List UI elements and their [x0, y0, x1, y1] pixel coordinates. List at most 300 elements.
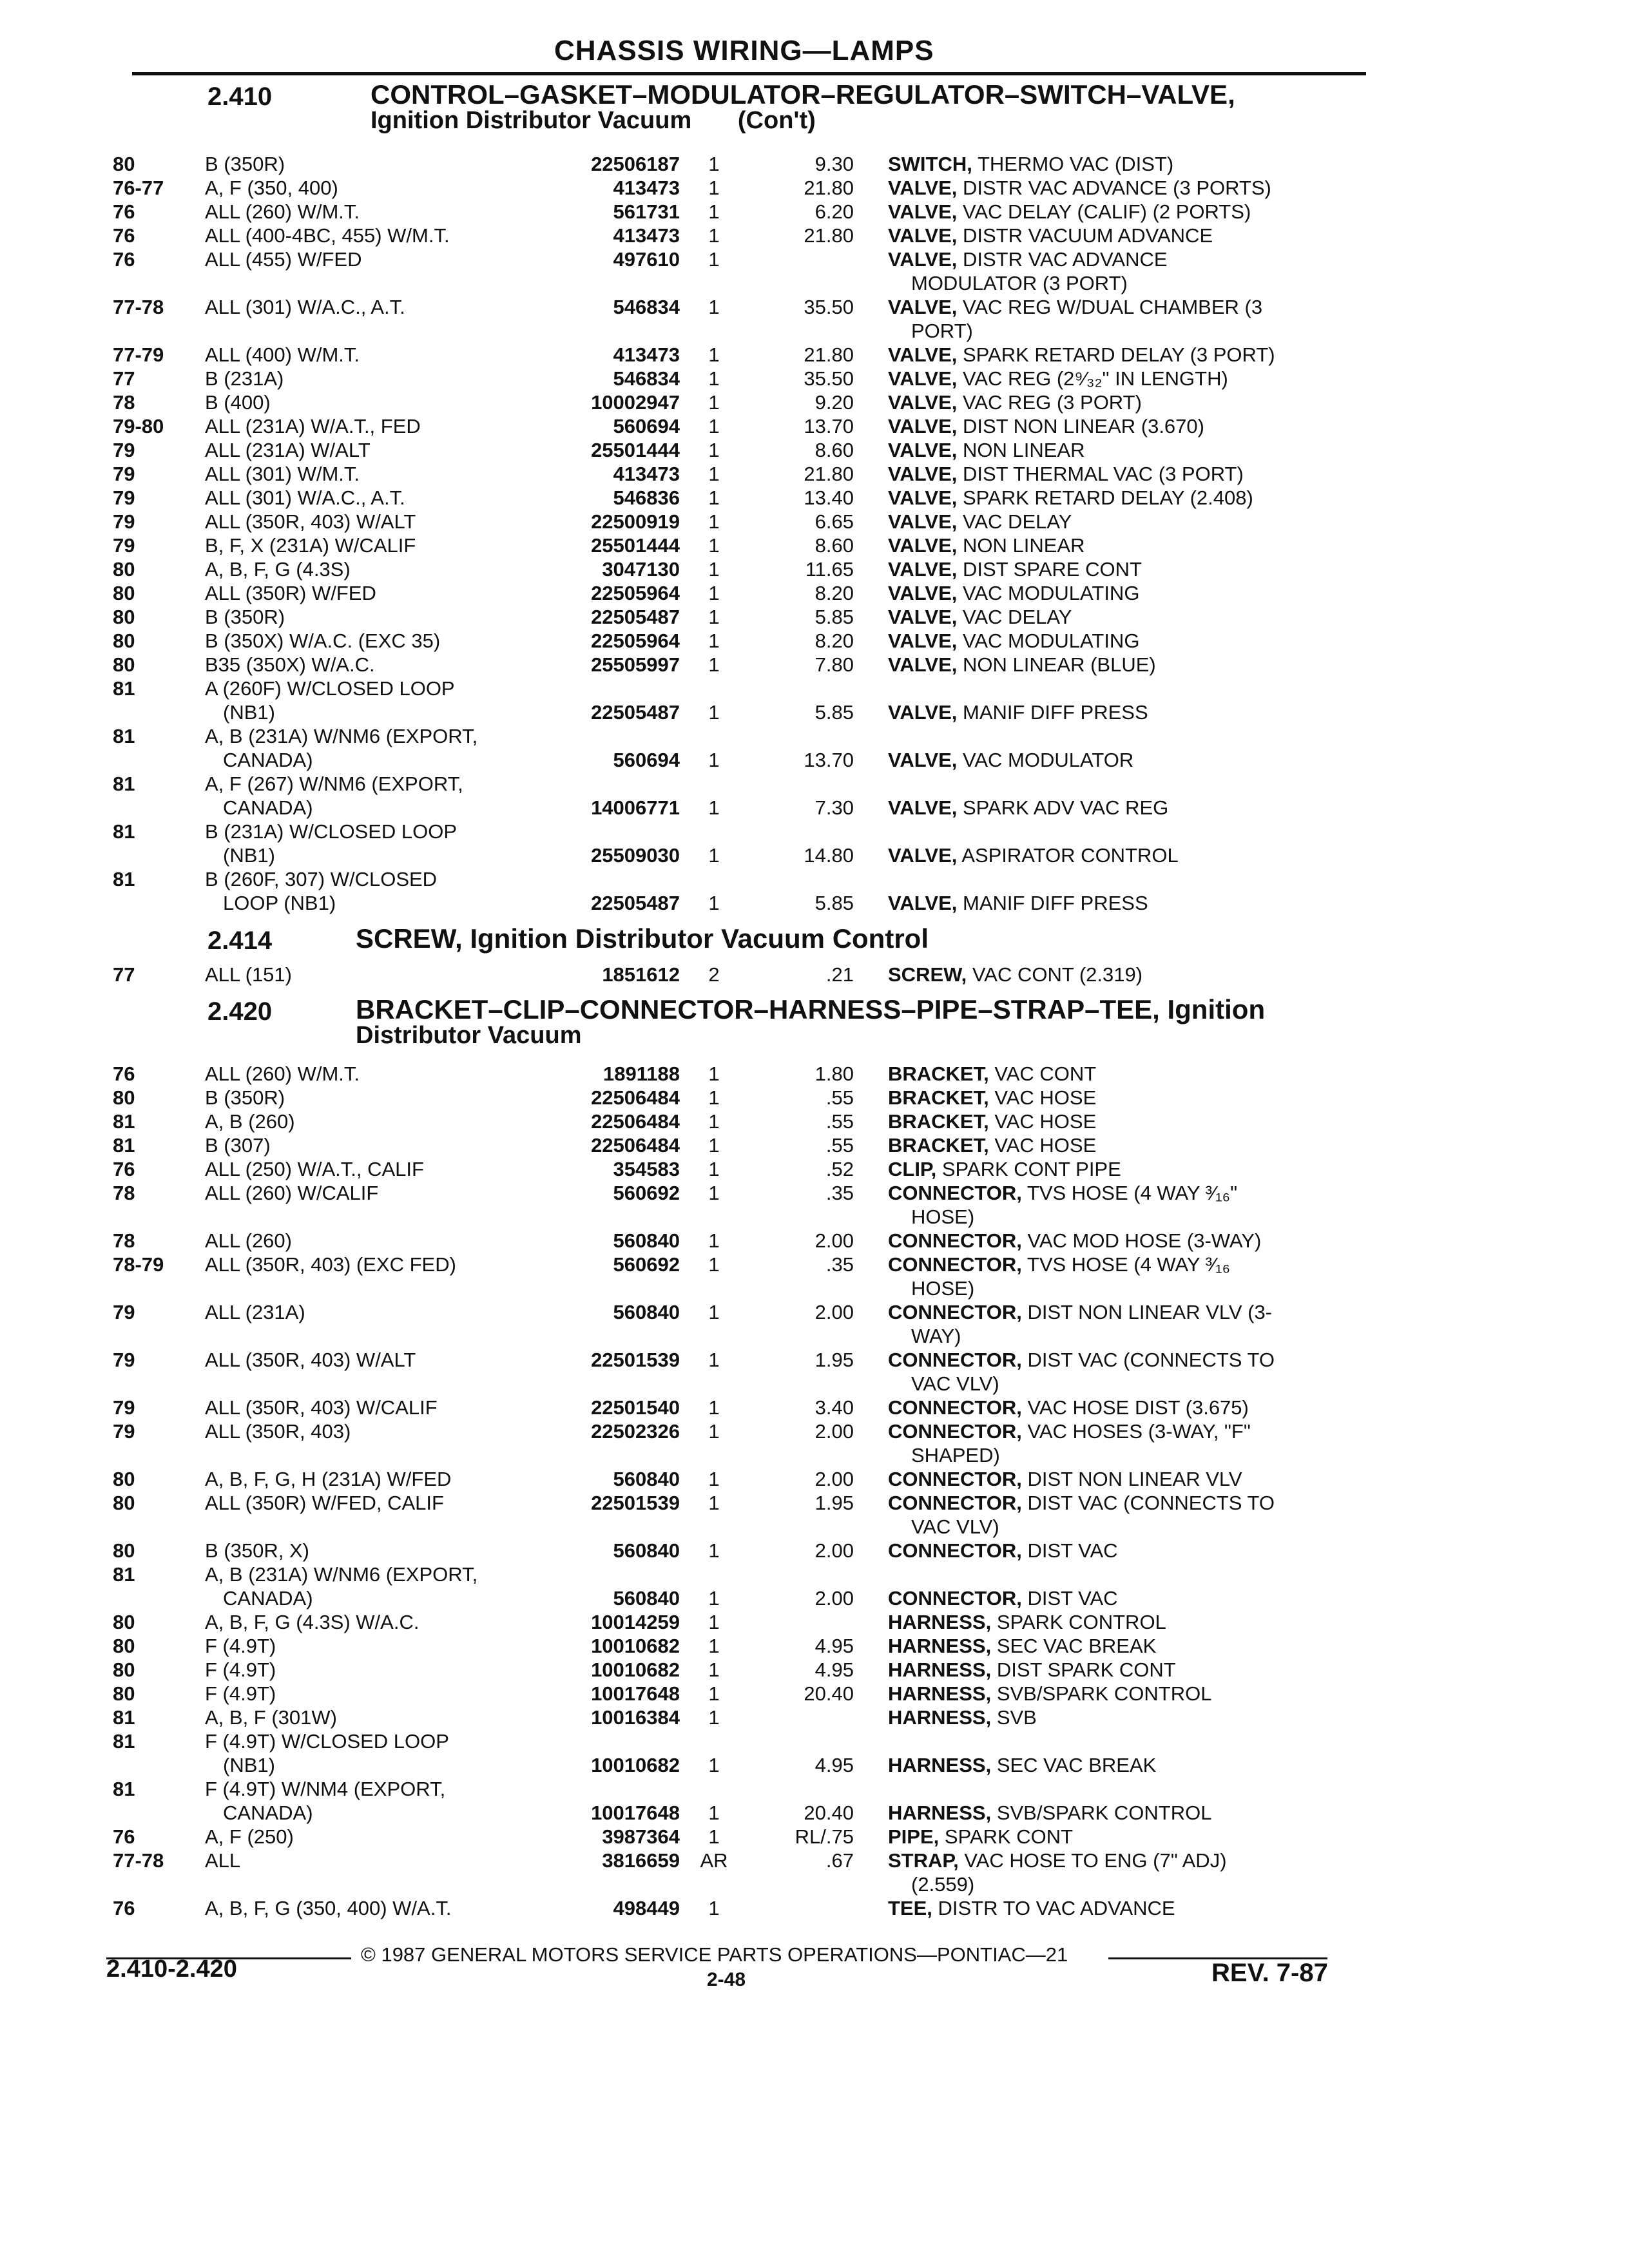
quantity: 1 — [708, 177, 720, 199]
application-text-cont: LOOP (NB1) — [223, 892, 336, 914]
description — [888, 1133, 1365, 1157]
description-line — [888, 1062, 1365, 1086]
table-row — [0, 1849, 1629, 1896]
table-row — [0, 367, 1629, 390]
description — [888, 343, 1365, 367]
part-number: 413473 — [613, 224, 680, 247]
model-year: 80 — [113, 1492, 135, 1514]
model-year: 79 — [113, 463, 135, 485]
application-text: ALL (151) — [205, 963, 292, 986]
description-keyword: HARNESS, — [888, 1635, 992, 1657]
table-row — [0, 1133, 1629, 1157]
section-2410-table — [0, 152, 1629, 915]
application-text: B35 (350X) W/A.C. — [205, 653, 375, 676]
price: .55 — [825, 1134, 854, 1157]
quantity: 1 — [708, 200, 720, 223]
application-text: ALL (260) W/M.T. — [205, 200, 360, 223]
application — [205, 224, 553, 247]
application — [205, 653, 553, 677]
model-year: 77 — [113, 367, 135, 390]
description-keyword: BRACKET, — [888, 1062, 989, 1085]
price: 13.70 — [804, 415, 854, 437]
application — [205, 677, 553, 724]
table-row — [0, 653, 1629, 677]
application — [205, 724, 553, 772]
application — [205, 367, 553, 390]
description-text: DISTR TO VAC ADVANCE — [938, 1897, 1175, 1919]
section-subtitle: Distributor Vacuum — [356, 1022, 582, 1049]
price: 11.65 — [805, 558, 854, 581]
table-row — [0, 581, 1629, 605]
price: 9.30 — [815, 153, 854, 175]
page-title: CHASSIS WIRING—LAMPS — [554, 35, 934, 66]
description-keyword: VALVE, — [888, 486, 958, 509]
model-year: 77-78 — [113, 1849, 164, 1872]
table-row — [0, 820, 1629, 867]
table-row — [0, 200, 1629, 224]
part-number: 22506484 — [591, 1086, 680, 1109]
description-text: SEC VAC BREAK — [996, 1754, 1157, 1776]
description — [888, 176, 1365, 200]
description-line — [888, 653, 1365, 677]
description-text: SPARK CONTROL — [996, 1611, 1166, 1633]
price: RL/.75 — [795, 1825, 854, 1848]
application-text: F (4.9T) — [205, 1658, 276, 1681]
description — [888, 486, 1365, 510]
quantity: 1 — [708, 629, 720, 652]
price: .35 — [825, 1182, 854, 1204]
section-2414-table — [0, 963, 1629, 986]
quantity: 1 — [708, 510, 720, 533]
description — [888, 700, 1365, 724]
application-text: A, B, F (301W) — [205, 1706, 337, 1729]
description-line — [888, 438, 1365, 462]
table-row — [0, 1729, 1629, 1777]
description-line-cont: PORT) — [911, 320, 973, 342]
description-keyword: VALVE, — [888, 224, 958, 247]
price: 8.60 — [815, 534, 854, 557]
application — [205, 1348, 553, 1372]
application — [205, 1419, 553, 1443]
application-text: A, B, F, G (4.3S) — [205, 558, 351, 581]
description-keyword: CONNECTOR, — [888, 1229, 1022, 1252]
part-number: 1851612 — [602, 963, 680, 986]
model-year: 77 — [113, 963, 135, 986]
description — [888, 224, 1365, 247]
model-year: 81 — [113, 1706, 135, 1729]
description — [888, 1586, 1365, 1610]
part-number: 22505964 — [591, 582, 680, 604]
application — [205, 772, 553, 820]
description — [888, 390, 1365, 414]
description-line — [888, 748, 1365, 772]
quantity: 1 — [708, 558, 720, 581]
model-year: 80 — [113, 629, 135, 652]
description-line — [888, 1229, 1365, 1253]
description-keyword: TEE, — [888, 1897, 932, 1919]
table-row — [0, 1562, 1629, 1610]
table-row — [0, 1062, 1629, 1086]
description-text: SVB/SPARK CONTROL — [996, 1682, 1212, 1705]
application — [205, 1562, 553, 1610]
description-line-cont: HOSE) — [911, 1206, 975, 1228]
description-line — [888, 891, 1365, 915]
application — [205, 295, 553, 319]
section-title-text: CONTROL–GASKET–MODULATOR–REGULATOR–SWITCH–VALVE, — [371, 79, 1235, 110]
application — [205, 1825, 553, 1849]
model-year: 76 — [113, 1825, 135, 1848]
description-text: SPARK RETARD DELAY (2.408) — [963, 486, 1253, 509]
price: 21.80 — [804, 343, 854, 366]
description-line — [888, 533, 1365, 557]
description-text: SPARK RETARD DELAY (3 PORT) — [963, 343, 1275, 366]
description-text: DIST NON LINEAR VLV — [1027, 1468, 1242, 1490]
price: 4.95 — [815, 1635, 854, 1657]
part-number: 497610 — [613, 248, 680, 271]
price: .21 — [825, 963, 854, 986]
application-text: A (260F) W/CLOSED LOOP — [205, 677, 455, 700]
application-text: F (4.9T) — [205, 1635, 276, 1657]
description — [888, 438, 1365, 462]
application — [205, 247, 553, 271]
table-row — [0, 510, 1629, 533]
application-text: B (350R) — [205, 153, 285, 175]
description-line — [888, 557, 1365, 581]
description-line — [888, 1086, 1365, 1110]
description-keyword: HARNESS, — [888, 1706, 992, 1729]
description-line — [888, 843, 1365, 867]
application — [205, 605, 553, 629]
application — [205, 1610, 553, 1634]
description-keyword: VALVE, — [888, 606, 958, 628]
description-line — [888, 247, 1365, 271]
price: 3.40 — [815, 1396, 854, 1419]
price: 1.95 — [815, 1492, 854, 1514]
price: .35 — [825, 1253, 854, 1276]
part-number: 560694 — [613, 415, 680, 437]
part-number: 560840 — [613, 1301, 680, 1323]
model-year: 78 — [113, 1182, 135, 1204]
model-year: 77-79 — [113, 343, 164, 366]
description-keyword: VALVE, — [888, 439, 958, 461]
quantity: 1 — [708, 582, 720, 604]
price: .55 — [825, 1110, 854, 1133]
application-text: A, B, F, G (4.3S) W/A.C. — [205, 1611, 419, 1633]
application — [205, 1181, 553, 1205]
part-number: 22506484 — [591, 1110, 680, 1133]
price: 1.80 — [815, 1062, 854, 1085]
table-row — [0, 1348, 1629, 1396]
quantity: 1 — [708, 343, 720, 366]
application-text: ALL (350R) W/FED, CALIF — [205, 1492, 444, 1514]
description — [888, 1467, 1365, 1491]
application — [205, 1634, 553, 1658]
application — [205, 1062, 553, 1086]
part-number: 22506187 — [591, 153, 680, 175]
application — [205, 510, 553, 533]
description-keyword: CONNECTOR, — [888, 1396, 1022, 1419]
description-line — [888, 1849, 1365, 1872]
table-row — [0, 1419, 1629, 1467]
description-keyword: VALVE, — [888, 391, 958, 414]
model-year: 79 — [113, 439, 135, 461]
price: 13.40 — [804, 486, 854, 509]
model-year: 80 — [113, 1468, 135, 1490]
application — [205, 462, 553, 486]
application — [205, 414, 553, 438]
quantity: 1 — [708, 1253, 720, 1276]
section-continued: (Con't) — [737, 107, 816, 134]
price: 6.20 — [815, 200, 854, 223]
price: 21.80 — [804, 177, 854, 199]
application-text-cont: (NB1) — [223, 1754, 275, 1776]
description-line — [888, 200, 1365, 224]
description-line — [888, 1682, 1365, 1706]
application — [205, 557, 553, 581]
application-text: B (400) — [205, 391, 271, 414]
price: .52 — [825, 1158, 854, 1180]
description-line — [888, 1896, 1365, 1920]
description-text: SVB/SPARK CONTROL — [996, 1802, 1212, 1824]
part-number: 22505487 — [591, 606, 680, 628]
description-text: DIST SPARE CONT — [963, 558, 1142, 581]
application-text: ALL (250) W/A.T., CALIF — [205, 1158, 424, 1180]
part-number: 354583 — [613, 1158, 680, 1180]
application-text: A, F (250) — [205, 1825, 294, 1848]
description-keyword: VALVE, — [888, 248, 958, 271]
description-line — [888, 1634, 1365, 1658]
application — [205, 200, 553, 224]
quantity: 1 — [708, 844, 720, 867]
price: 6.65 — [815, 510, 854, 533]
price: 8.20 — [815, 582, 854, 604]
description — [888, 510, 1365, 533]
description — [888, 1253, 1365, 1300]
quantity: 1 — [708, 1802, 720, 1824]
description-text: DISTR VAC ADVANCE — [963, 248, 1168, 271]
description — [888, 1181, 1365, 1229]
model-year: 79 — [113, 510, 135, 533]
part-number: 10010682 — [591, 1754, 680, 1776]
description-text: VAC REG (2⁹⁄₃₂" IN LENGTH) — [963, 367, 1228, 390]
model-year: 81 — [113, 773, 135, 795]
table-row — [0, 1086, 1629, 1110]
description-text: VAC HOSE — [994, 1086, 1097, 1109]
application-text: B (350X) W/A.C. (EXC 35) — [205, 629, 441, 652]
model-year: 78 — [113, 1229, 135, 1252]
quantity: 1 — [708, 796, 720, 819]
description — [888, 247, 1365, 295]
table-row — [0, 486, 1629, 510]
part-number: 22500919 — [591, 510, 680, 533]
description-text: DISTR VACUUM ADVANCE — [963, 224, 1213, 247]
model-year: 81 — [113, 1134, 135, 1157]
price: 21.80 — [804, 224, 854, 247]
description-text: DIST VAC (CONNECTS TO — [1027, 1492, 1275, 1514]
quantity: 1 — [708, 1301, 720, 1323]
model-year: 79 — [113, 486, 135, 509]
description-text: VAC REG (3 PORT) — [963, 391, 1142, 414]
description-line — [888, 1110, 1365, 1133]
application-text-cont: CANADA) — [223, 1802, 313, 1824]
description-text: TVS HOSE (4 WAY ³⁄₁₆" — [1027, 1182, 1238, 1204]
application-text: ALL (301) W/A.C., A.T. — [205, 296, 405, 318]
application-text: ALL (231A) — [205, 1301, 305, 1323]
table-row — [0, 533, 1629, 557]
description — [888, 653, 1365, 677]
description-text: VAC DELAY (CALIF) (2 PORTS) — [963, 200, 1251, 223]
table-row — [0, 1396, 1629, 1419]
quantity: 1 — [708, 1897, 720, 1919]
description-line — [888, 462, 1365, 486]
application — [205, 1729, 553, 1777]
table-row — [0, 1253, 1629, 1300]
description — [888, 796, 1365, 820]
price: 21.80 — [804, 463, 854, 485]
application-text: B (231A) W/CLOSED LOOP — [205, 820, 458, 843]
part-number: 560692 — [613, 1253, 680, 1276]
application-text: ALL (350R) W/FED — [205, 582, 376, 604]
table-row — [0, 438, 1629, 462]
model-year: 80 — [113, 653, 135, 676]
quantity: 1 — [708, 892, 720, 914]
part-number: 22506484 — [591, 1134, 680, 1157]
application — [205, 1396, 553, 1419]
quantity: 1 — [708, 1658, 720, 1681]
description-line — [888, 176, 1365, 200]
table-row — [0, 1300, 1629, 1348]
description-keyword: HARNESS, — [888, 1682, 992, 1705]
application — [205, 343, 553, 367]
model-year: 80 — [113, 153, 135, 175]
section-title — [356, 994, 1322, 1049]
price: 5.85 — [815, 892, 854, 914]
application-text: ALL (350R, 403) W/ALT — [205, 510, 416, 533]
application-text: B (260F, 307) W/CLOSED — [205, 868, 438, 890]
part-number: 3816659 — [602, 1849, 680, 1872]
description-keyword: STRAP, — [888, 1849, 959, 1872]
part-number: 25509030 — [591, 844, 680, 867]
description-text: NON LINEAR — [963, 439, 1085, 461]
model-year: 81 — [113, 1110, 135, 1133]
description-text: SPARK ADV VAC REG — [963, 796, 1169, 819]
table-row — [0, 1896, 1629, 1920]
description — [888, 1086, 1365, 1110]
application-text-cont: CANADA) — [223, 1587, 313, 1610]
application — [205, 1467, 553, 1491]
part-number: 25501444 — [591, 439, 680, 461]
price: 20.40 — [804, 1682, 854, 1705]
application-text: ALL (350R, 403) (EXC FED) — [205, 1253, 456, 1276]
part-number: 22501539 — [591, 1492, 680, 1514]
description-line-cont: VAC VLV) — [911, 1515, 999, 1538]
description-line — [888, 1467, 1365, 1491]
application-text: F (4.9T) W/NM4 (EXPORT, — [205, 1778, 446, 1800]
table-row — [0, 414, 1629, 438]
part-number: 560692 — [613, 1182, 680, 1204]
description — [888, 1634, 1365, 1658]
description-keyword: CONNECTOR, — [888, 1420, 1022, 1443]
description-keyword: CONNECTOR, — [888, 1468, 1022, 1490]
table-row — [0, 1539, 1629, 1562]
application-text: ALL (231A) W/ALT — [205, 439, 371, 461]
model-year: 81 — [113, 677, 135, 700]
quantity: 1 — [708, 1349, 720, 1371]
model-year: 80 — [113, 1611, 135, 1633]
application-text: F (4.9T) W/CLOSED LOOP — [205, 1730, 449, 1753]
description-keyword: HARNESS, — [888, 1754, 992, 1776]
application-text: ALL (350R, 403) — [205, 1420, 351, 1443]
model-year: 80 — [113, 606, 135, 628]
description-text: VAC REG W/DUAL CHAMBER (3 — [963, 296, 1263, 318]
description-keyword: VALVE, — [888, 510, 958, 533]
description-keyword: VALVE, — [888, 177, 958, 199]
description-line — [888, 295, 1365, 319]
quantity: 1 — [708, 1110, 720, 1133]
application — [205, 438, 553, 462]
description — [888, 1706, 1365, 1729]
description-text: VAC CONT (2.319) — [972, 963, 1143, 986]
description-text: VAC MODULATING — [963, 582, 1140, 604]
description-keyword: VALVE, — [888, 558, 958, 581]
description-line-cont: MODULATOR (3 PORT) — [911, 272, 1128, 294]
model-year: 78 — [113, 391, 135, 414]
description-text: SPARK CONT PIPE — [941, 1158, 1121, 1180]
application — [205, 1491, 553, 1515]
model-year: 76 — [113, 1897, 135, 1919]
quantity: 1 — [708, 1420, 720, 1443]
part-number: 560840 — [613, 1539, 680, 1562]
description-text: SPARK CONT — [944, 1825, 1074, 1848]
part-number: 22502326 — [591, 1420, 680, 1443]
description-line — [888, 343, 1365, 367]
table-row — [0, 1777, 1629, 1825]
quantity: 1 — [708, 367, 720, 390]
price: 35.50 — [804, 296, 854, 318]
price: .55 — [825, 1086, 854, 1109]
application — [205, 867, 553, 915]
description-text: DIST SPARK CONT — [996, 1658, 1176, 1681]
part-number: 22505487 — [591, 892, 680, 914]
model-year: 81 — [113, 868, 135, 890]
quantity: 1 — [708, 1682, 720, 1705]
description-keyword: VALVE, — [888, 463, 958, 485]
description-text: DIST NON LINEAR VLV (3- — [1027, 1301, 1273, 1323]
price: 7.80 — [815, 653, 854, 676]
application — [205, 581, 553, 605]
description — [888, 1229, 1365, 1253]
section-title — [371, 79, 1337, 134]
part-number: 1891188 — [603, 1062, 680, 1085]
model-year: 79 — [113, 1420, 135, 1443]
description — [888, 891, 1365, 915]
quantity: 1 — [708, 653, 720, 676]
description-keyword: VALVE, — [888, 749, 958, 771]
application — [205, 1157, 553, 1181]
description-keyword: HARNESS, — [888, 1802, 992, 1824]
part-number: 10002947 — [591, 391, 680, 414]
description-text: SVB — [996, 1706, 1037, 1729]
application — [205, 1658, 553, 1682]
description-line — [888, 1825, 1365, 1849]
model-year: 81 — [113, 725, 135, 747]
description — [888, 200, 1365, 224]
description-text: TVS HOSE (4 WAY ³⁄₁₆ — [1027, 1253, 1231, 1276]
description-line — [888, 1300, 1365, 1324]
price: 8.20 — [815, 629, 854, 652]
quantity: 1 — [708, 224, 720, 247]
description — [888, 1801, 1365, 1825]
